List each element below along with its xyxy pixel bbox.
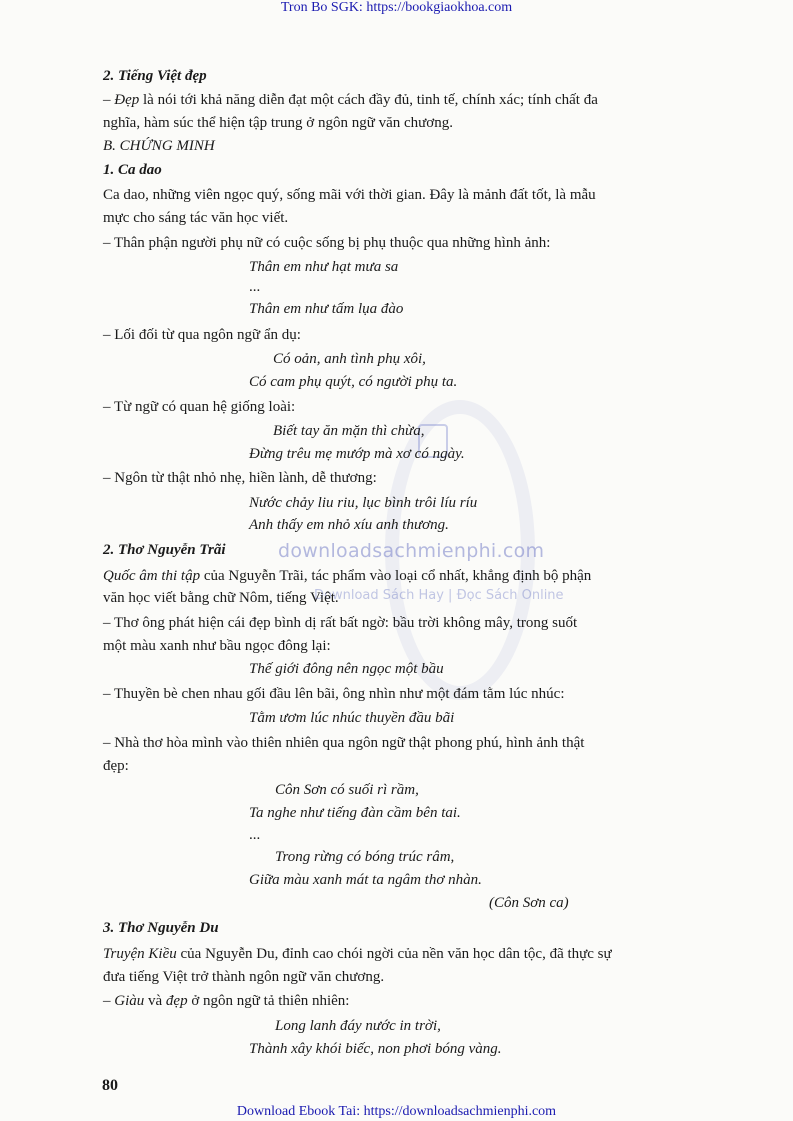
- verse-line: Ta nghe như tiếng đàn cầm bên tai.: [249, 805, 461, 821]
- paragraph-line: đưa tiếng Việt trở thành ngôn ngữ văn chương.: [103, 969, 385, 985]
- verse-ellipsis: ...: [249, 279, 261, 295]
- section-title: 3. Thơ Nguyễn Du: [103, 920, 219, 936]
- bullet-item: – Ngôn từ thật nhỏ nhẹ, hiền lành, dễ thương:: [103, 470, 377, 486]
- paragraph: Truyện Kiều của Nguyễn Du, đỉnh cao chói ngời của nền văn học dân tộc, đã thực sự: [103, 946, 612, 962]
- paragraph: Quốc âm thi tập của Nguyễn Trãi, tác phẩm vào loại cổ nhất, khẳng định bộ phận: [103, 568, 592, 584]
- verse-line: Đừng trêu mẹ mướp mà xơ có ngày.: [249, 446, 465, 462]
- bullet-item: – Nhà thơ hòa mình vào thiên nhiên qua ngôn ngữ thật phong phú, hình ảnh thật: [103, 735, 585, 751]
- paragraph-line: nghĩa, hàm súc thể hiện tập trung ở ngôn ngữ văn chương.: [103, 115, 453, 131]
- verse-line: Biết tay ăn mặn thì chừa,: [273, 423, 425, 439]
- watermark-text: downloadsachmienphi.com: [278, 540, 545, 562]
- section-title: 2. Tiếng Việt đẹp: [103, 68, 207, 84]
- verse-ellipsis: ...: [249, 827, 261, 843]
- verse-line: Có cam phụ quýt, có người phụ ta.: [249, 374, 458, 390]
- page-number: 80: [102, 1077, 118, 1094]
- bullet-item: – Thơ ông phát hiện cái đẹp bình dị rất bất ngờ: bầu trời không mây, trong suốt: [103, 615, 578, 631]
- verse-line: Nước chảy liu riu, lục bình trôi líu ríu: [249, 495, 478, 511]
- bullet-item: – Thuyền bè chen nhau gối đầu lên bãi, ông nhìn như một đám tằm lúc nhúc:: [103, 686, 565, 702]
- paragraph-line: một màu xanh như bầu ngọc đông lại:: [103, 638, 331, 654]
- verse-line: Thế giới đông nên ngọc một bầu: [249, 661, 444, 677]
- page-footer-link[interactable]: Download Ebook Tai: https://downloadsachmienphi.com: [236, 1104, 557, 1119]
- verse-line: Giữa màu xanh mát ta ngâm thơ nhàn.: [249, 872, 482, 888]
- paragraph-line: văn học viết bằng chữ Nôm, tiếng Việt.: [103, 590, 339, 606]
- bullet-item: – Lối đối từ qua ngôn ngữ ẩn dụ:: [103, 327, 301, 343]
- part-heading: B. CHỨNG MINH: [103, 138, 215, 154]
- bullet-item: – Giàu và đẹp ở ngôn ngữ tả thiên nhiên:: [103, 993, 350, 1009]
- verse-line: Long lanh đáy nước in trời,: [275, 1018, 441, 1034]
- verse-source: (Côn Sơn ca): [489, 895, 569, 911]
- paragraph-line: mực cho sáng tác văn học viết.: [103, 210, 289, 226]
- verse-line: Anh thấy em nhỏ xíu anh thương.: [249, 517, 449, 533]
- paragraph-line: đẹp:: [103, 758, 129, 774]
- bullet-item: – Từ ngữ có quan hệ giống loài:: [103, 399, 296, 415]
- section-title: 2. Thơ Nguyễn Trãi: [103, 542, 226, 558]
- paragraph: – Đẹp là nói tới khả năng diễn đạt một cách đầy đủ, tinh tế, chính xác; tính chất đa: [103, 92, 598, 108]
- bullet-item: – Thân phận người phụ nữ có cuộc sống bị phụ thuộc qua những hình ảnh:: [103, 235, 551, 251]
- verse-line: Có oản, anh tình phụ xôi,: [273, 351, 426, 367]
- verse-line: Côn Sơn có suối rì rầm,: [275, 782, 419, 798]
- paragraph: Ca dao, những viên ngọc quý, sống mãi với thời gian. Đây là mảnh đất tốt, là mẫu: [103, 187, 596, 203]
- page-header-link[interactable]: Tron Bo SGK: https://bookgiaokhoa.com: [280, 0, 513, 15]
- verse-line: Thân em như tấm lụa đào: [249, 301, 404, 317]
- section-title: 1. Ca dao: [103, 162, 162, 178]
- verse-line: Trong rừng có bóng trúc râm,: [275, 849, 455, 865]
- verse-line: Thành xây khói biếc, non phơi bóng vàng.: [249, 1041, 502, 1057]
- watermark-subtext: Download Sách Hay | Đọc Sách Online: [314, 588, 564, 603]
- verse-line: Tằm ươm lúc nhúc thuyền đầu bãi: [249, 710, 455, 726]
- verse-line: Thân em như hạt mưa sa: [249, 259, 399, 275]
